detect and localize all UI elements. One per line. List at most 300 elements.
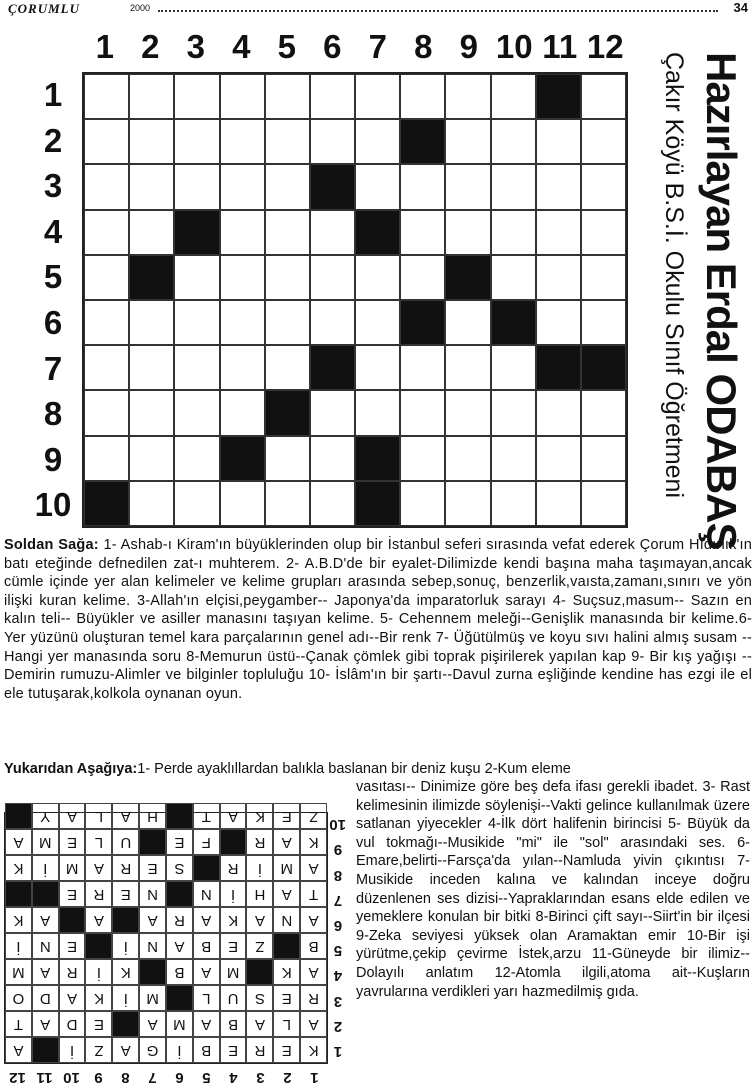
solution-letter: A [220, 803, 247, 829]
solution-letter: E [220, 1037, 247, 1063]
solution-letter: A [300, 959, 327, 985]
grid-cell [84, 74, 129, 119]
grid-cell [400, 390, 445, 435]
grid-cell [400, 74, 445, 119]
grid-cell [84, 210, 129, 255]
solution-letter: K [273, 959, 300, 985]
solution-black-cell [5, 881, 32, 907]
solution-letter: K [300, 829, 327, 855]
grid-cell [84, 300, 129, 345]
row-number: 6 [43, 304, 63, 341]
solution-letter: H [247, 881, 274, 907]
solution-letter: A [247, 907, 274, 933]
solution-row-number: 1 [333, 1043, 343, 1060]
row-number: 2 [43, 121, 63, 159]
column-number: 7 [368, 28, 387, 65]
grid-cell [174, 345, 219, 390]
solution-letter: U [220, 985, 247, 1011]
grid-cell [536, 481, 581, 526]
grid-cell [536, 390, 581, 435]
solution-letter: S [247, 985, 274, 1011]
solution-column-number: 4 [229, 1069, 238, 1086]
solution-letter: A [112, 803, 139, 829]
grid-cell [84, 164, 129, 209]
solution-letter: İ [112, 985, 139, 1011]
solution-row-number: 6 [333, 916, 343, 934]
row-number: 8 [43, 395, 63, 433]
black-cell [84, 481, 129, 526]
solution-letter: N [32, 933, 59, 959]
solution-black-cell [166, 803, 193, 829]
solution-letter: K [300, 1037, 327, 1063]
grid-cell [220, 345, 265, 390]
solution-letter: A [86, 907, 113, 933]
solution-row-number: 7 [333, 891, 343, 909]
solution-black-cell [5, 803, 32, 829]
grid-cell [265, 74, 310, 119]
solution-row-number: 9 [333, 841, 343, 859]
solution-column-number: 8 [121, 1069, 130, 1086]
black-cell [310, 345, 355, 390]
column-number: 4 [232, 28, 251, 65]
grid-cell [265, 481, 310, 526]
down-first: 1- Perde ayaklıllardan balıkla baslanan bir deniz kuşu 2-Kum eleme [137, 761, 571, 777]
page-number: 34 [733, 0, 748, 15]
solution-letter: E [59, 933, 86, 959]
solution-black-cell [139, 959, 166, 985]
solution-letter: R [112, 855, 139, 881]
grid-cell [445, 436, 490, 481]
black-cell [355, 436, 400, 481]
solution-letter: K [5, 855, 32, 881]
grid-cell [174, 300, 219, 345]
solution-letter: K [86, 985, 113, 1011]
solution-letter: M [32, 829, 59, 855]
row-number: 10 [34, 486, 72, 524]
grid-cell [174, 481, 219, 526]
grid-cell [220, 390, 265, 435]
solution-letter: E [273, 803, 300, 829]
solution-column-numbers [4, 1066, 328, 1086]
grid-cell [265, 436, 310, 481]
solution-letter: Z [86, 1037, 113, 1063]
grid-cell [84, 390, 129, 435]
solution-column-number: 1 [310, 1069, 319, 1086]
solution-letter: N [193, 881, 220, 907]
row-number: 5 [43, 258, 63, 296]
solution-letter: R [220, 855, 247, 881]
grid-cell [536, 210, 581, 255]
solution-letter: A [59, 985, 86, 1011]
grid-cell [220, 210, 265, 255]
black-cell [174, 210, 219, 255]
solution-row-number: 3 [333, 992, 343, 1010]
black-cell [536, 345, 581, 390]
grid-cell [400, 255, 445, 300]
solution-letter: E [273, 1037, 300, 1063]
solution-letter: E [59, 829, 86, 855]
grid-cell [310, 210, 355, 255]
grid-cell [536, 436, 581, 481]
grid-cell [129, 119, 174, 164]
grid-cell [310, 74, 355, 119]
solution-column-number: 11 [36, 1069, 53, 1086]
grid-cell [174, 74, 219, 119]
grid-cell [129, 210, 174, 255]
grid-cell [536, 255, 581, 300]
grid-cell [355, 255, 400, 300]
header-rule [158, 10, 718, 12]
grid-cell [129, 436, 174, 481]
column-number: 5 [277, 28, 296, 65]
grid-cell [491, 481, 536, 526]
black-cell [220, 436, 265, 481]
solution-letter: H [139, 803, 166, 829]
solution-letter: B [193, 933, 220, 959]
solution-letter: E [166, 829, 193, 855]
grid-cell [84, 255, 129, 300]
grid-cell [310, 390, 355, 435]
solution-letter: R [166, 907, 193, 933]
down-clues-header [4, 760, 752, 779]
solution-row-number: 2 [333, 1017, 343, 1035]
grid-cell [491, 390, 536, 435]
solution-letter: R [59, 959, 86, 985]
solution-letter: M [59, 855, 86, 881]
solution-letter: İ [86, 959, 113, 985]
grid-cell [174, 436, 219, 481]
solution-letter: İ [59, 1037, 86, 1063]
column-number: 11 [542, 28, 578, 65]
solution-letter: O [5, 985, 32, 1011]
solution-letter: N [139, 881, 166, 907]
grid-cell [491, 164, 536, 209]
solution-letter: E [59, 881, 86, 907]
grid-cell [174, 119, 219, 164]
grid-cell [400, 481, 445, 526]
solution-letter: N [273, 907, 300, 933]
column-number: 1 [95, 28, 114, 65]
black-cell [445, 255, 490, 300]
grid-cell [265, 300, 310, 345]
solution-letter: E [273, 985, 300, 1011]
solution-letter: İ [220, 881, 247, 907]
grid-cell [445, 210, 490, 255]
solution-letter: A [32, 1011, 59, 1037]
grid-cell [310, 119, 355, 164]
column-number: 3 [186, 28, 205, 65]
solution-letter: A [247, 1011, 274, 1037]
grid-cell [265, 345, 310, 390]
solution-black-cell [112, 1011, 139, 1037]
credits-block [640, 52, 750, 550]
solution-row-numbers [330, 812, 346, 1064]
crossword-grid [82, 72, 628, 528]
solution-column-number: 2 [283, 1069, 292, 1086]
author-name: Hazırlayan Erdal ODABAŞ [698, 52, 745, 550]
solution-letter: B [166, 959, 193, 985]
solution-letter: B [300, 933, 327, 959]
across-title: Soldan Sağa: [4, 537, 99, 553]
solution-letter: İ [166, 1037, 193, 1063]
solution-letter: L [273, 1011, 300, 1037]
solution-letter: E [112, 881, 139, 907]
author-role: Çakır Köyü B.S.İ. Okulu Sınıf Öğretmeni [660, 52, 688, 499]
row-number: 9 [43, 440, 63, 478]
down-title: Yukarıdan Aşağıya: [4, 761, 138, 777]
solution-letter: A [112, 1037, 139, 1063]
solution-letter: İ [112, 933, 139, 959]
column-number: 2 [141, 28, 160, 65]
grid-cell [174, 255, 219, 300]
solution-letter: M [220, 959, 247, 985]
solution-letter: M [273, 855, 300, 881]
solution-letter: U [112, 829, 139, 855]
solution-grid [4, 808, 328, 1064]
solution-letter: E [220, 933, 247, 959]
black-cell [491, 300, 536, 345]
grid-cell [400, 436, 445, 481]
solution-letter: L [193, 985, 220, 1011]
grid-cell [265, 255, 310, 300]
grid-cell [536, 119, 581, 164]
solution-row-number: 8 [333, 866, 343, 884]
solution-letter: R [300, 985, 327, 1011]
solution-letter: R [86, 881, 113, 907]
grid-cell [445, 481, 490, 526]
grid-cell [445, 164, 490, 209]
solution-letter: A [32, 959, 59, 985]
grid-cell [84, 345, 129, 390]
solution-column-number: 3 [256, 1069, 265, 1086]
grid-cell [581, 74, 626, 119]
solution-letter: A [5, 829, 32, 855]
solution-letter: R [247, 829, 274, 855]
solution-letter: Z [300, 803, 327, 829]
grid-cell [129, 164, 174, 209]
solution-letter: A [273, 829, 300, 855]
grid-cell [355, 119, 400, 164]
grid-cell [491, 210, 536, 255]
grid-cell [491, 345, 536, 390]
black-cell [265, 390, 310, 435]
solution-black-cell [166, 985, 193, 1011]
grid-cell [84, 436, 129, 481]
grid-cell [220, 74, 265, 119]
solution-letter: T [193, 803, 220, 829]
grid-cell [355, 390, 400, 435]
grid-cell [220, 481, 265, 526]
row-number: 3 [43, 167, 63, 205]
grid-cell [445, 300, 490, 345]
solution-letter: A [300, 855, 327, 881]
solution-letter: K [220, 907, 247, 933]
across-clues [4, 536, 752, 703]
solution-panel [2, 806, 346, 1088]
magazine-name: ÇORUMLU [8, 1, 81, 16]
solution-letter: B [193, 1037, 220, 1063]
solution-column-number: 12 [9, 1069, 26, 1086]
grid-cell [491, 74, 536, 119]
grid-cell [400, 210, 445, 255]
grid-cell [310, 300, 355, 345]
black-cell [129, 255, 174, 300]
grid-cell [84, 119, 129, 164]
solution-letter: A [300, 1011, 327, 1037]
grid-cell [310, 255, 355, 300]
solution-column-number: 10 [63, 1069, 80, 1086]
solution-letter: K [5, 907, 32, 933]
grid-cell [265, 210, 310, 255]
black-cell [400, 119, 445, 164]
grid-cell [400, 345, 445, 390]
grid-cell [355, 164, 400, 209]
page-header [8, 0, 748, 18]
grid-cell [445, 345, 490, 390]
grid-cell [220, 300, 265, 345]
solution-letter: M [139, 985, 166, 1011]
solution-letter: S [166, 855, 193, 881]
grid-cell [355, 300, 400, 345]
black-cell [536, 74, 581, 119]
solution-letter: L [86, 829, 113, 855]
solution-letter: E [139, 855, 166, 881]
grid-cell [581, 300, 626, 345]
column-number: 9 [459, 28, 478, 65]
solution-black-cell [193, 855, 220, 881]
solution-letter: A [193, 907, 220, 933]
grid-cell [581, 119, 626, 164]
solution-row-number: 10 [329, 816, 346, 834]
solution-letter: F [193, 829, 220, 855]
solution-column-number: 9 [94, 1069, 103, 1086]
column-number: 12 [586, 28, 624, 65]
black-cell [310, 164, 355, 209]
grid-cell [536, 164, 581, 209]
solution-letter: A [273, 881, 300, 907]
issue-year: 2000 [130, 3, 151, 13]
solution-letter: R [247, 1037, 274, 1063]
solution-letter: B [220, 1011, 247, 1037]
grid-cell [265, 119, 310, 164]
grid-cell [400, 164, 445, 209]
grid-cell [220, 164, 265, 209]
grid-cell [129, 300, 174, 345]
grid-cell [129, 390, 174, 435]
grid-cell [265, 164, 310, 209]
grid-cell [129, 74, 174, 119]
solution-letter: A [5, 1037, 32, 1063]
grid-cell [581, 255, 626, 300]
solution-row-number: 5 [333, 942, 343, 960]
solution-column-number: 5 [202, 1069, 211, 1086]
grid-cell [491, 436, 536, 481]
solution-black-cell [32, 1037, 59, 1063]
black-cell [400, 300, 445, 345]
black-cell [355, 210, 400, 255]
solution-letter: A [86, 855, 113, 881]
row-numbers [28, 72, 78, 528]
solution-letter: K [247, 803, 274, 829]
column-number: 10 [495, 28, 533, 65]
grid-cell [581, 210, 626, 255]
solution-black-cell [112, 907, 139, 933]
solution-letter: İ [32, 855, 59, 881]
grid-cell [355, 74, 400, 119]
grid-cell [445, 390, 490, 435]
solution-letter: İ [5, 933, 32, 959]
solution-letter: A [139, 907, 166, 933]
grid-cell [220, 119, 265, 164]
grid-cell [491, 255, 536, 300]
column-numbers [82, 28, 628, 68]
grid-cell [310, 481, 355, 526]
solution-letter: T [5, 1011, 32, 1037]
solution-letter: A [166, 933, 193, 959]
solution-black-cell [166, 881, 193, 907]
solution-letter: M [166, 1011, 193, 1037]
solution-letter: A [193, 959, 220, 985]
solution-letter: A [193, 1011, 220, 1037]
solution-letter: A [300, 907, 327, 933]
row-number: 1 [43, 76, 63, 113]
grid-cell [310, 436, 355, 481]
grid-cell [581, 390, 626, 435]
solution-column-number: 6 [175, 1069, 184, 1086]
grid-cell [174, 390, 219, 435]
row-number: 4 [43, 212, 63, 250]
grid-cell [536, 300, 581, 345]
solution-black-cell [139, 829, 166, 855]
solution-letter: M [5, 959, 32, 985]
solution-letter: E [86, 1011, 113, 1037]
solution-letter: A [32, 907, 59, 933]
black-cell [581, 345, 626, 390]
solution-letter: Z [247, 933, 274, 959]
grid-cell [445, 74, 490, 119]
grid-cell [581, 436, 626, 481]
solution-black-cell [32, 881, 59, 907]
grid-cell [581, 164, 626, 209]
grid-cell [129, 345, 174, 390]
grid-cell [174, 164, 219, 209]
grid-cell [581, 481, 626, 526]
solution-letter: K [112, 959, 139, 985]
solution-letter: T [300, 881, 327, 907]
across-text: 1- Ashab-ı Kiram'ın büyüklerinden olup bir İstanbul seferi sırasında vefat ederek Çorum Hıdırlık'ın batı eteğinde defnedilen zat-ı muhterem. 2- A.B.D'de bir eyalet-Dilimizde kendi başına maha taşımayan,ancak cümle içinde yer alan kelimeler ve kelime grupları arasında sebep,sonuç, benzerlik,vaısta,zamanı,sınırı ve yön ilişki kuran kelime. 3-Allah'ın elçisi,peygamber-- Japonya'da imparatorluk sarayı 4- Suçsuz,masum-- Sazın en kalın teli-- Büyükler ve asiller manasını taşıyan kelime. 5- Cehennem meleği--Genişlik manasında bir kelime.6- Yer yüzünü oluşturan temel kara parçalarının genel adı--Bir renk 7- Üğütülmüş ve koyu sıvı halini almış susam -- Hangi yer manasında soru 8-Memurun üstü--Çanak çömlek gibi toprak pişirilerek yapılan kap 9- Bir kış yağışı --Demirin rumuzu-Alimler ve bilginler topluluğu 10- İslâm'ın bir şartı--Davul zurna eşliğinde kendine has ezgi ile el ele tutuşarak,kolkola oynanan oyun. [4, 537, 752, 702]
solution-letter: Y [32, 803, 59, 829]
solution-black-cell [220, 829, 247, 855]
grid-cell [491, 119, 536, 164]
solution-letter: D [59, 1011, 86, 1037]
column-number: 6 [323, 28, 342, 65]
down-clues: vasıtası-- Dinimize göre beş defa ifası gerekli ibadet. 3- Rast kelimesinin ilimizde söylenişi--Vakti gelince kullanılmak üzere satlanan yiyecekler 4-İlk dört halifenin birincisi 5- Büyük da vul tokmağı--Musikide "mi" ile "sol" arasındaki ses. 6- Emare,belirti--Farsça'da yılan--Namluda yivin çıkıntısı 7-Musikide inceden kalına ve kalından inceye doğru düzenlenen ses dizisi--Yapraklarından esans elde edilen ve yemeklere konulan bir bitki 8-Birinci çift sayı--Siirt'in bir ilçesi 9-Zeka seviyesi yüksek olan Aramaktan emir 10-Bir işi yürütme,çekip çevirme İstek,arzu 11-Güneyde bir ilimiz--Dolayılı anlatım 12-Atomla ilgili,atoma ait--Kuşların yavrularına verdikleri yarı hazmedilmiş gıda. [356, 779, 750, 1000]
solution-column-number: 7 [148, 1069, 157, 1086]
grid-cell [129, 481, 174, 526]
column-number: 8 [414, 28, 433, 65]
solution-row-number: 4 [333, 967, 343, 985]
solution-letter: İ [247, 855, 274, 881]
grid-cell [445, 119, 490, 164]
solution-letter: D [32, 985, 59, 1011]
row-number: 7 [43, 349, 63, 387]
grid-cell [355, 345, 400, 390]
solution-letter: L [86, 803, 113, 829]
black-cell [355, 481, 400, 526]
solution-letter: N [139, 933, 166, 959]
solution-black-cell [59, 907, 86, 933]
solution-black-cell [247, 959, 274, 985]
